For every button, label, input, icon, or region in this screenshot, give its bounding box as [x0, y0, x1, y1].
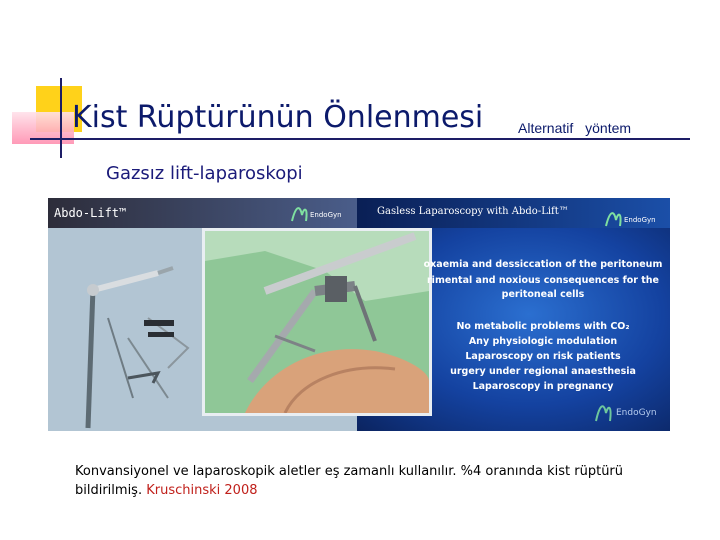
decorative-horizontal-line — [30, 138, 690, 140]
right-panel-header — [357, 198, 670, 228]
laparoscopy-figure — [48, 198, 670, 431]
caption-text: Konvansiyonel ve laparoskopik aletler eş zamanlı kullanılır. %4 oranında kist rüptürü bildirilmiş. — [75, 464, 624, 498]
bullet-item: oxaemia and dessiccation of the peritoneum — [423, 259, 663, 270]
left-panel-header — [48, 198, 357, 228]
page-title: Kist Rüptürünün Önlenmesi — [72, 100, 484, 135]
bullet-item: Any physiologic modulation — [468, 336, 618, 347]
decorative-vertical-line — [60, 78, 62, 158]
bullet-item: peritoneal cells — [501, 289, 585, 300]
bullet-item: urgery under regional anaesthesia — [450, 366, 636, 377]
endogyn-logo-icon — [286, 201, 350, 225]
bullet-item: Laparoscopy on risk patients — [465, 351, 621, 362]
bullet-item: rimental and noxious consequences for the — [427, 275, 659, 286]
surgery-photo — [205, 231, 429, 413]
right-header-text: Gasless Laparoscopy with Abdo-Lift™ — [377, 206, 569, 217]
citation-link[interactable]: Kruschinski 2008 — [146, 483, 258, 498]
surgery-photo-frame — [202, 228, 432, 416]
bullet-item: No metabolic problems with CO₂ — [456, 321, 630, 332]
left-header-text: Abdo-Lift™ — [54, 206, 127, 220]
logo-text-left: EndoGyn — [310, 211, 342, 219]
figure-caption — [75, 462, 685, 500]
endogyn-watermark-icon — [590, 397, 666, 425]
surgery-scene-image — [205, 231, 429, 413]
logo-text-bottom: EndoGyn — [616, 408, 657, 418]
section-subheading: Gazsız lift-laparoskopi — [106, 163, 303, 184]
endogyn-logo-icon — [600, 206, 664, 230]
logo-text-right: EndoGyn — [624, 216, 656, 224]
subtitle-note: Alternatif yöntem — [518, 120, 632, 136]
bullet-item: Laparoscopy in pregnancy — [472, 381, 614, 392]
